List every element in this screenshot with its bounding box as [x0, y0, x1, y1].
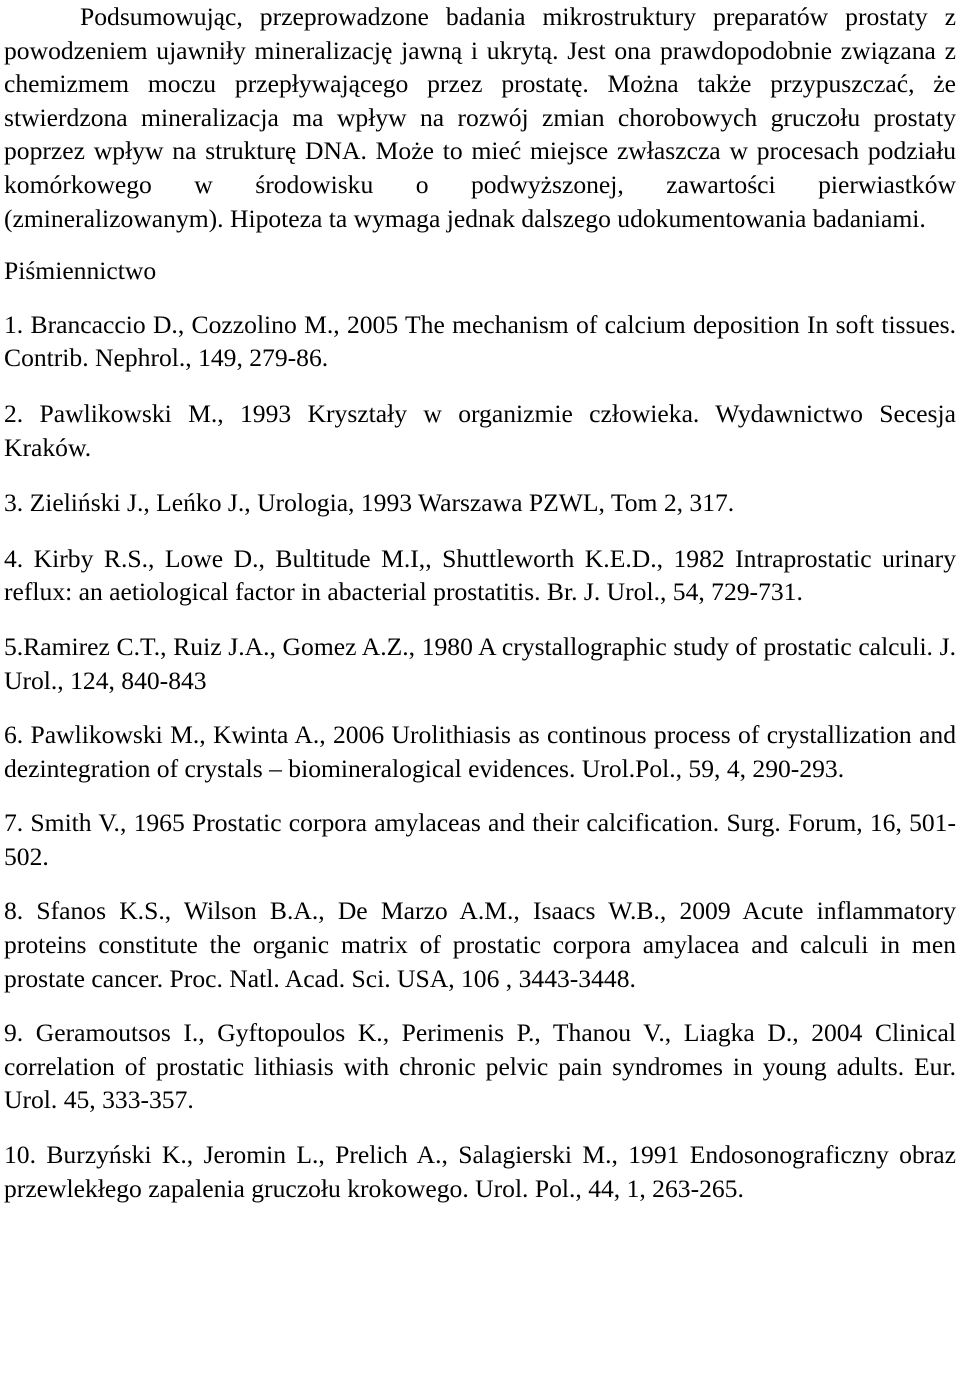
conclusion-paragraph: Podsumowując, przeprowadzone badania mikrostruktury preparatów prostaty z powodzeniem ujawniły mineralizację jawną i ukrytą. Jest ona prawdopodobnie związana z chemizmem moczu przepływającego przez prostatę. Można także przypuszczać, że stwierdzona mineralizacja ma wpływ na rozwój zmian chorobowych gruczołu prostaty poprzez wpływ na strukturę DNA. Może to mieć miejsce zwłaszcza w procesach podziału komórkowego w środowisku o podwyższonej, zawartości pierwiastków (zmineralizowanym). Hipoteza ta wymaga jednak dalszego udokumentowania badaniami. [4, 2, 956, 233]
reference-list [4, 308, 956, 1205]
references-heading: Piśmiennictwo [4, 256, 157, 286]
reference-item: 2. Pawlikowski M., 1993 Kryształy w organizmie człowieka. Wydawnictwo Secesja Kraków. [4, 398, 956, 462]
reference-item: 9. Geramoutsos I., Gyftopoulos K., Perimenis P., Thanou V., Liagka D., 2004 Clinical correlation of prostatic lithiasis with chronic pelvic pain syndromes in young adults. Eur. Urol. 45, 333-357. [4, 1018, 956, 1115]
reference-item: 4. Kirby R.S., Lowe D., Bultitude M.I,, Shuttleworth K.E.D., 1982 Intraprostatic urinary reflux: an aetiological factor in abacterial prostatitis. Br. J. Urol., 54, 729-731. [4, 543, 956, 607]
reference-item: 7. Smith V., 1965 Prostatic corpora amylaceas and their calcification. Surg. Forum, 16, 501-502. [4, 808, 956, 871]
reference-item: 1. Brancaccio D., Cozzolino M., 2005 The mechanism of calcium deposition In soft tissues. Contrib. Nephrol., 149, 279-86. [4, 309, 956, 373]
reference-item: 10. Burzyński K., Jeromin L., Prelich A., Salagierski M., 1991 Endosonograficzny obraz przewlekłego zapalenia gruczołu krokowego. Urol. Pol., 44, 1, 263-265. [4, 1140, 956, 1203]
reference-item: 3. Zieliński J., Leńko J., Urologia, 1993 Warszawa PZWL, Tom 2, 317. [4, 488, 735, 518]
reference-item: 6. Pawlikowski M., Kwinta A., 2006 Urolithiasis as continous process of crystallization and dezintegration of crystals – biomineralogical evidences. Urol.Pol., 59, 4, 290-293. [4, 720, 956, 783]
reference-item: 5.Ramirez C.T., Ruiz J.A., Gomez A.Z., 1980 A crystallographic study of prostatic calculi. J. Urol., 124, 840-843 [4, 631, 956, 695]
reference-item: 8. Sfanos K.S., Wilson B.A., De Marzo A.M., Isaacs W.B., 2009 Acute inflammatory proteins constitute the organic matrix of prostatic corpora amylacea and calculi in men prostate cancer. Proc. Natl. Acad. Sci. USA, 106 , 3443-3448. [4, 896, 956, 993]
